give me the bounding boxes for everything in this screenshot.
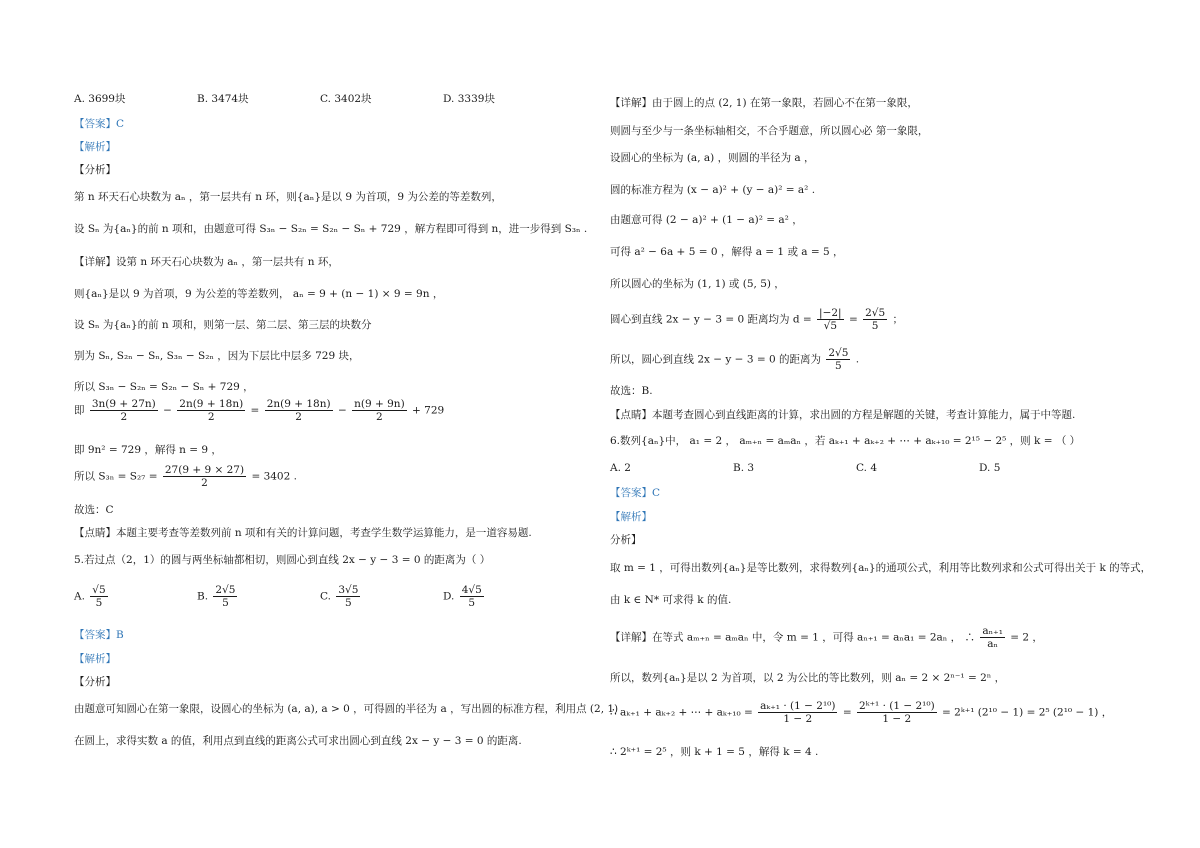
- equation-sum-difference: [74, 398, 574, 423]
- fraction: [213, 584, 237, 609]
- text-line: 由 k ∈ N* 可求得 k 的值.: [610, 594, 732, 606]
- fraction-numerator: √5: [92, 584, 106, 596]
- eq-operator: =: [848, 313, 858, 326]
- text-line: 【分析】: [74, 164, 116, 176]
- distance-conclusion: [610, 347, 1130, 372]
- distance-equation: [610, 307, 1130, 332]
- sum-equation: [610, 700, 1130, 725]
- option-label: D.: [443, 590, 455, 603]
- text-line: 【详解】由于圆上的点 (2, 1) 在第一象限，若圆心不在第一象限，: [610, 97, 918, 109]
- option-label: B.: [197, 590, 209, 603]
- text-line: 可得 a² − 6a + 5 = 0 ，解得 a = 1 或 a = 5 ，: [610, 246, 844, 258]
- eq-tail: .: [855, 353, 860, 366]
- section-label: 【解析】: [74, 141, 116, 153]
- fraction: [863, 307, 887, 332]
- fraction: [336, 584, 360, 609]
- text-line: 由题意可得 (2 − a)² + (1 − a)² = a² ，: [610, 214, 803, 226]
- fraction-numerator: 4√5: [461, 584, 482, 596]
- text-line: 6.数列{aₙ}中， a₁ = 2 ， aₘ₊ₙ = aₘaₙ ，若 aₖ₊₁ + aₖ₊₂ + ⋯ + aₖ₊₁₀ = 2¹⁵ − 2⁵ ，则 k = （ ）: [610, 435, 1081, 447]
- text-line: 所以 S₃ₙ − S₂ₙ = S₂ₙ − Sₙ + 729 ，: [74, 381, 254, 393]
- text-line: 则{aₙ}是以 9 为首项，9 为公差的等差数列， aₙ = 9 + (n − 1) × 9 = 9n ，: [74, 288, 444, 300]
- text-line: 第 n 环天石心块数为 aₙ ，第一层共有 n 环，则{aₙ}是以 9 为首项，9 为公差的等差数列，: [74, 191, 502, 203]
- fraction-denominator: 5: [468, 597, 476, 609]
- text-line: 别为 Sₙ, S₂ₙ − Sₙ, S₃ₙ − S₂ₙ ，因为下层比中层多 729 块，: [74, 350, 360, 362]
- section-label: 【解析】: [610, 511, 652, 523]
- fraction-denominator: 2: [376, 411, 383, 423]
- section-label: 【答案】C: [610, 487, 661, 499]
- eq-prefix: 所以 S₃ₙ = S₂₇ =: [74, 470, 158, 483]
- fraction-denominator: 5: [835, 360, 842, 372]
- section-label: 【答案】C: [74, 118, 125, 130]
- eq-operator: =: [250, 404, 260, 417]
- fraction-denominator: 5: [871, 320, 879, 332]
- q4-option-d: D. 3339块: [443, 93, 495, 105]
- eq-tail: = 2ᵏ⁺¹ (2¹⁰ − 1) = 2⁵ (2¹⁰ − 1) ，: [942, 706, 1113, 719]
- fraction-denominator: 1 − 2: [783, 713, 813, 725]
- text-line: 【详解】设第 n 环天石心块数为 aₙ ，第一层共有 n 环，: [74, 256, 339, 268]
- fraction-denominator: 2: [207, 411, 215, 423]
- detail-equation: [610, 625, 1130, 650]
- fraction-numerator: |−2|: [819, 307, 842, 319]
- q6-option-d: D. 5: [979, 462, 1001, 474]
- fraction-denominator: 2: [201, 477, 208, 489]
- section-label: 【解析】: [74, 653, 116, 665]
- fraction-denominator: 2: [295, 411, 302, 423]
- fraction-numerator: 3n(9 + 27n): [91, 398, 156, 410]
- text-line: 故选：B.: [610, 385, 653, 397]
- eq-prefix: 【详解】在等式 aₘ₊ₙ = aₘaₙ 中，令 m = 1 ，可得 aₙ₊₁ = aₙa₁ = 2aₙ ， ∴: [610, 631, 975, 644]
- text-line: 圆的标准方程为 (x − a)² + (y − a)² = a² .: [610, 184, 816, 196]
- eq-tail: = 2 ，: [1010, 631, 1043, 644]
- fraction-denominator: 5: [222, 597, 229, 609]
- q4-option-c: C. 3402块: [320, 93, 372, 105]
- eq-operator: =: [842, 706, 852, 719]
- section-label: 【答案】B: [74, 629, 124, 641]
- text-line: 由题意可知圆心在第一象限，设圆心的坐标为 (a, a), a > 0 ，可得圆的半径为 a ，写出圆的标准方程，利用点 (2, 1): [74, 703, 619, 715]
- fraction-numerator: 3√5: [338, 584, 359, 596]
- fraction: [352, 398, 407, 423]
- fraction-denominator: √5: [823, 320, 837, 332]
- q6-option-b: B. 3: [733, 462, 755, 474]
- fraction: [817, 307, 844, 332]
- equation-s3n-result: [74, 464, 574, 489]
- q5-option-a: [74, 584, 110, 609]
- text-line: 分析】: [610, 534, 642, 546]
- fraction-numerator: 2n(9 + 18n): [266, 398, 331, 410]
- q6-option-a: A. 2: [610, 462, 631, 474]
- eq-tail: = 3402 .: [251, 470, 297, 483]
- option-label: A.: [74, 590, 85, 603]
- fraction-numerator: aₙ₊₁: [982, 625, 1003, 637]
- fraction-numerator: 2n(9 + 18n): [179, 398, 244, 410]
- text-line: 设 Sₙ 为{aₙ}的前 n 项和，则第一层、第二层、第三层的块数分: [74, 319, 372, 331]
- text-line: 设圆心的坐标为 (a, a) ，则圆的半径为 a ，: [610, 152, 815, 164]
- fraction-numerator: 27(9 + 9 × 27): [164, 464, 245, 476]
- text-line: 故选：C: [74, 504, 114, 516]
- fraction: [460, 584, 484, 609]
- fraction: [857, 700, 937, 725]
- fraction-denominator: 1 − 2: [882, 713, 912, 725]
- eq-operator: −: [337, 404, 347, 417]
- text-line: 【点睛】本题主要考查等差数列前 n 项和有关的计算问题，考查学生数学运算能力，是一道容易题.: [74, 527, 532, 539]
- fraction-denominator: 2: [120, 411, 128, 423]
- fraction-numerator: 2√5: [865, 307, 886, 319]
- fraction-denominator: aₙ: [987, 638, 999, 650]
- eq-prefix: ∴ aₖ₊₁ + aₖ₊₂ + ⋯ + aₖ₊₁₀ =: [610, 706, 753, 719]
- text-line: 【点睛】本题考查圆心到直线距离的计算，求出圆的方程是解题的关键，考查计算能力，属于中等题.: [610, 409, 1076, 421]
- q4-option-b: B. 3474块: [197, 93, 249, 105]
- fraction: [90, 398, 158, 423]
- q5-option-d: [443, 584, 486, 609]
- fraction-denominator: 5: [345, 597, 352, 609]
- eq-prefix: 圆心到直线 2x − y − 3 = 0 距离均为 d =: [610, 313, 812, 326]
- eq-operator: −: [163, 404, 172, 417]
- text-line: 【分析】: [74, 676, 116, 688]
- eq-tail: ；: [892, 313, 903, 326]
- text-line: 所以，数列{aₙ}是以 2 为首项，以 2 为公比的等比数列，则 aₙ = 2 × 2ⁿ⁻¹ = 2ⁿ ，: [610, 672, 1006, 684]
- eq-prefix: 所以，圆心到直线 2x − y − 3 = 0 的距离为: [610, 353, 821, 366]
- fraction: [980, 625, 1005, 650]
- fraction-numerator: 2ᵏ⁺¹ · (1 − 2¹⁰): [858, 700, 935, 712]
- text-line: 在圆上，求得实数 a 的值，利用点到直线的距离公式可求出圆心到直线 2x − y − 3 = 0 的距离.: [74, 735, 522, 747]
- fraction: [177, 398, 245, 423]
- option-label: C.: [320, 590, 331, 603]
- q5-option-c: [320, 584, 362, 609]
- fraction: [826, 347, 850, 372]
- fraction: [163, 464, 246, 489]
- fraction-denominator: 5: [95, 597, 103, 609]
- fraction-numerator: n(9 + 9n): [354, 398, 405, 410]
- text-line: ∴ 2ᵏ⁺¹ = 2⁵ ，则 k + 1 = 5 ，解得 k = 4 .: [610, 746, 819, 758]
- fraction: [90, 584, 107, 609]
- text-line: 即 9n² = 729 ，解得 n = 9 ，: [74, 444, 222, 456]
- text-line: 则圆与至少与一条坐标轴相交，不合乎题意，所以圆心必 第一象限，: [610, 125, 929, 137]
- text-line: 取 m = 1 ，可得出数列{aₙ}是等比数列，求得数列{aₙ}的通项公式，利用等比数列求和公式可得出关于 k 的等式，: [610, 562, 1152, 574]
- fraction: [758, 700, 837, 725]
- eq-tail: + 729: [412, 404, 445, 417]
- text-line: 5.若过点（2，1）的圆与两坐标轴都相切，则圆心到直线 2x − y − 3 = 0 的距离为（ ）: [74, 554, 491, 566]
- fraction: [265, 398, 333, 423]
- eq-prefix: 即: [74, 404, 85, 417]
- fraction-numerator: 2√5: [828, 347, 849, 359]
- q6-option-c: C. 4: [856, 462, 878, 474]
- text-line: 设 Sₙ 为{aₙ}的前 n 项和，由题意可得 S₃ₙ − S₂ₙ = S₂ₙ − Sₙ + 729 ，解方程即可得到 n，进一步得到 S₃ₙ .: [74, 223, 588, 235]
- q5-option-b: [197, 584, 239, 609]
- fraction-numerator: 2√5: [215, 584, 236, 596]
- fraction-numerator: aₖ₊₁ · (1 − 2¹⁰): [760, 700, 836, 712]
- q4-option-a: A. 3699块: [74, 93, 126, 105]
- text-line: 所以圆心的坐标为 (1, 1) 或 (5, 5) ，: [610, 278, 785, 290]
